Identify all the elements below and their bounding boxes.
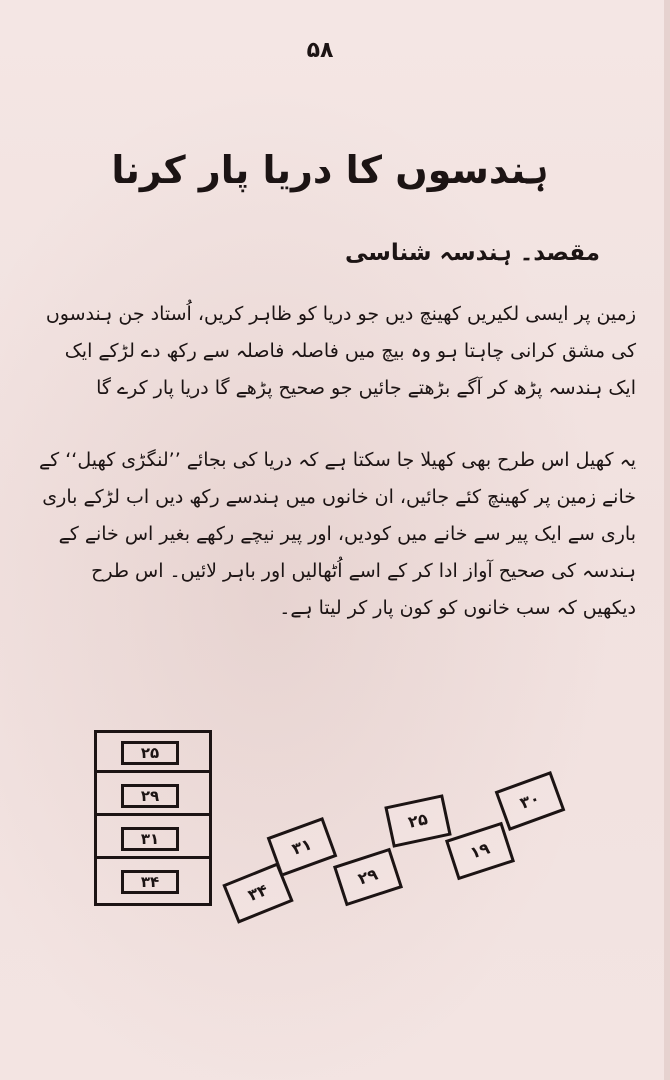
objective-line: مقصد۔ ہندسہ شناسی	[344, 240, 600, 266]
page-number: ۵۸	[306, 38, 334, 63]
box-cell	[97, 733, 209, 773]
hopscotch-box-column	[94, 730, 212, 906]
river-tile: ۳۱	[267, 817, 338, 877]
box-number: ۳۴	[121, 870, 179, 894]
box-cell	[97, 776, 209, 816]
river-tile: ۲۵	[384, 794, 451, 848]
page-edge	[664, 0, 670, 1080]
box-number: ۲۹	[121, 784, 179, 808]
box-number: ۲۵	[121, 741, 179, 765]
box-cell	[97, 819, 209, 859]
page-title: ہندسوں کا دریا پار کرنا	[111, 148, 549, 192]
river-tile: ۱۹	[445, 822, 515, 880]
river-tile: ۲۹	[333, 848, 403, 906]
river-tile: ۳۴	[222, 862, 293, 923]
paragraph-river-game: زمین پر ایسی لکیریں کھینچ دیں جو دریا کو ظاہر کریں، اُستاد جن ہندسوں کی مشق کرانی چاہتا ہو وہ بیچ میں فاصلہ فاصلہ سے رکھ دے لڑکے ایک ایک ہندسہ پڑھ کر آگے بڑھتے جائیں جو صحیح پڑھے گا دریا پار کرے گا	[45, 303, 636, 399]
paragraph-hopscotch-variant: یہ کھیل اس طرح بھی کھیلا جا سکتا ہے کہ دریا کی بجائے ’’لنگڑی کھیل‘‘ کے خانے زمین پر کھینچ کئے جائیں، ان خانوں میں ہندسے رکھ دیں اب لڑکے باری باری سے ایک پیر سے خانے میں کودیں، اور پیر نیچے رکھے بغیر اس خانے کے ہندسہ کی صحیح آواز ادا کر کے اسے اُٹھالیں اور باہر لائیں۔ اس طرح دیکھیں کہ سب خانوں کو کون پار کر لیتا ہے۔	[39, 449, 636, 619]
box-cell	[97, 862, 209, 902]
river-tile: ۳۰	[495, 771, 566, 831]
box-number: ۳۱	[121, 827, 179, 851]
